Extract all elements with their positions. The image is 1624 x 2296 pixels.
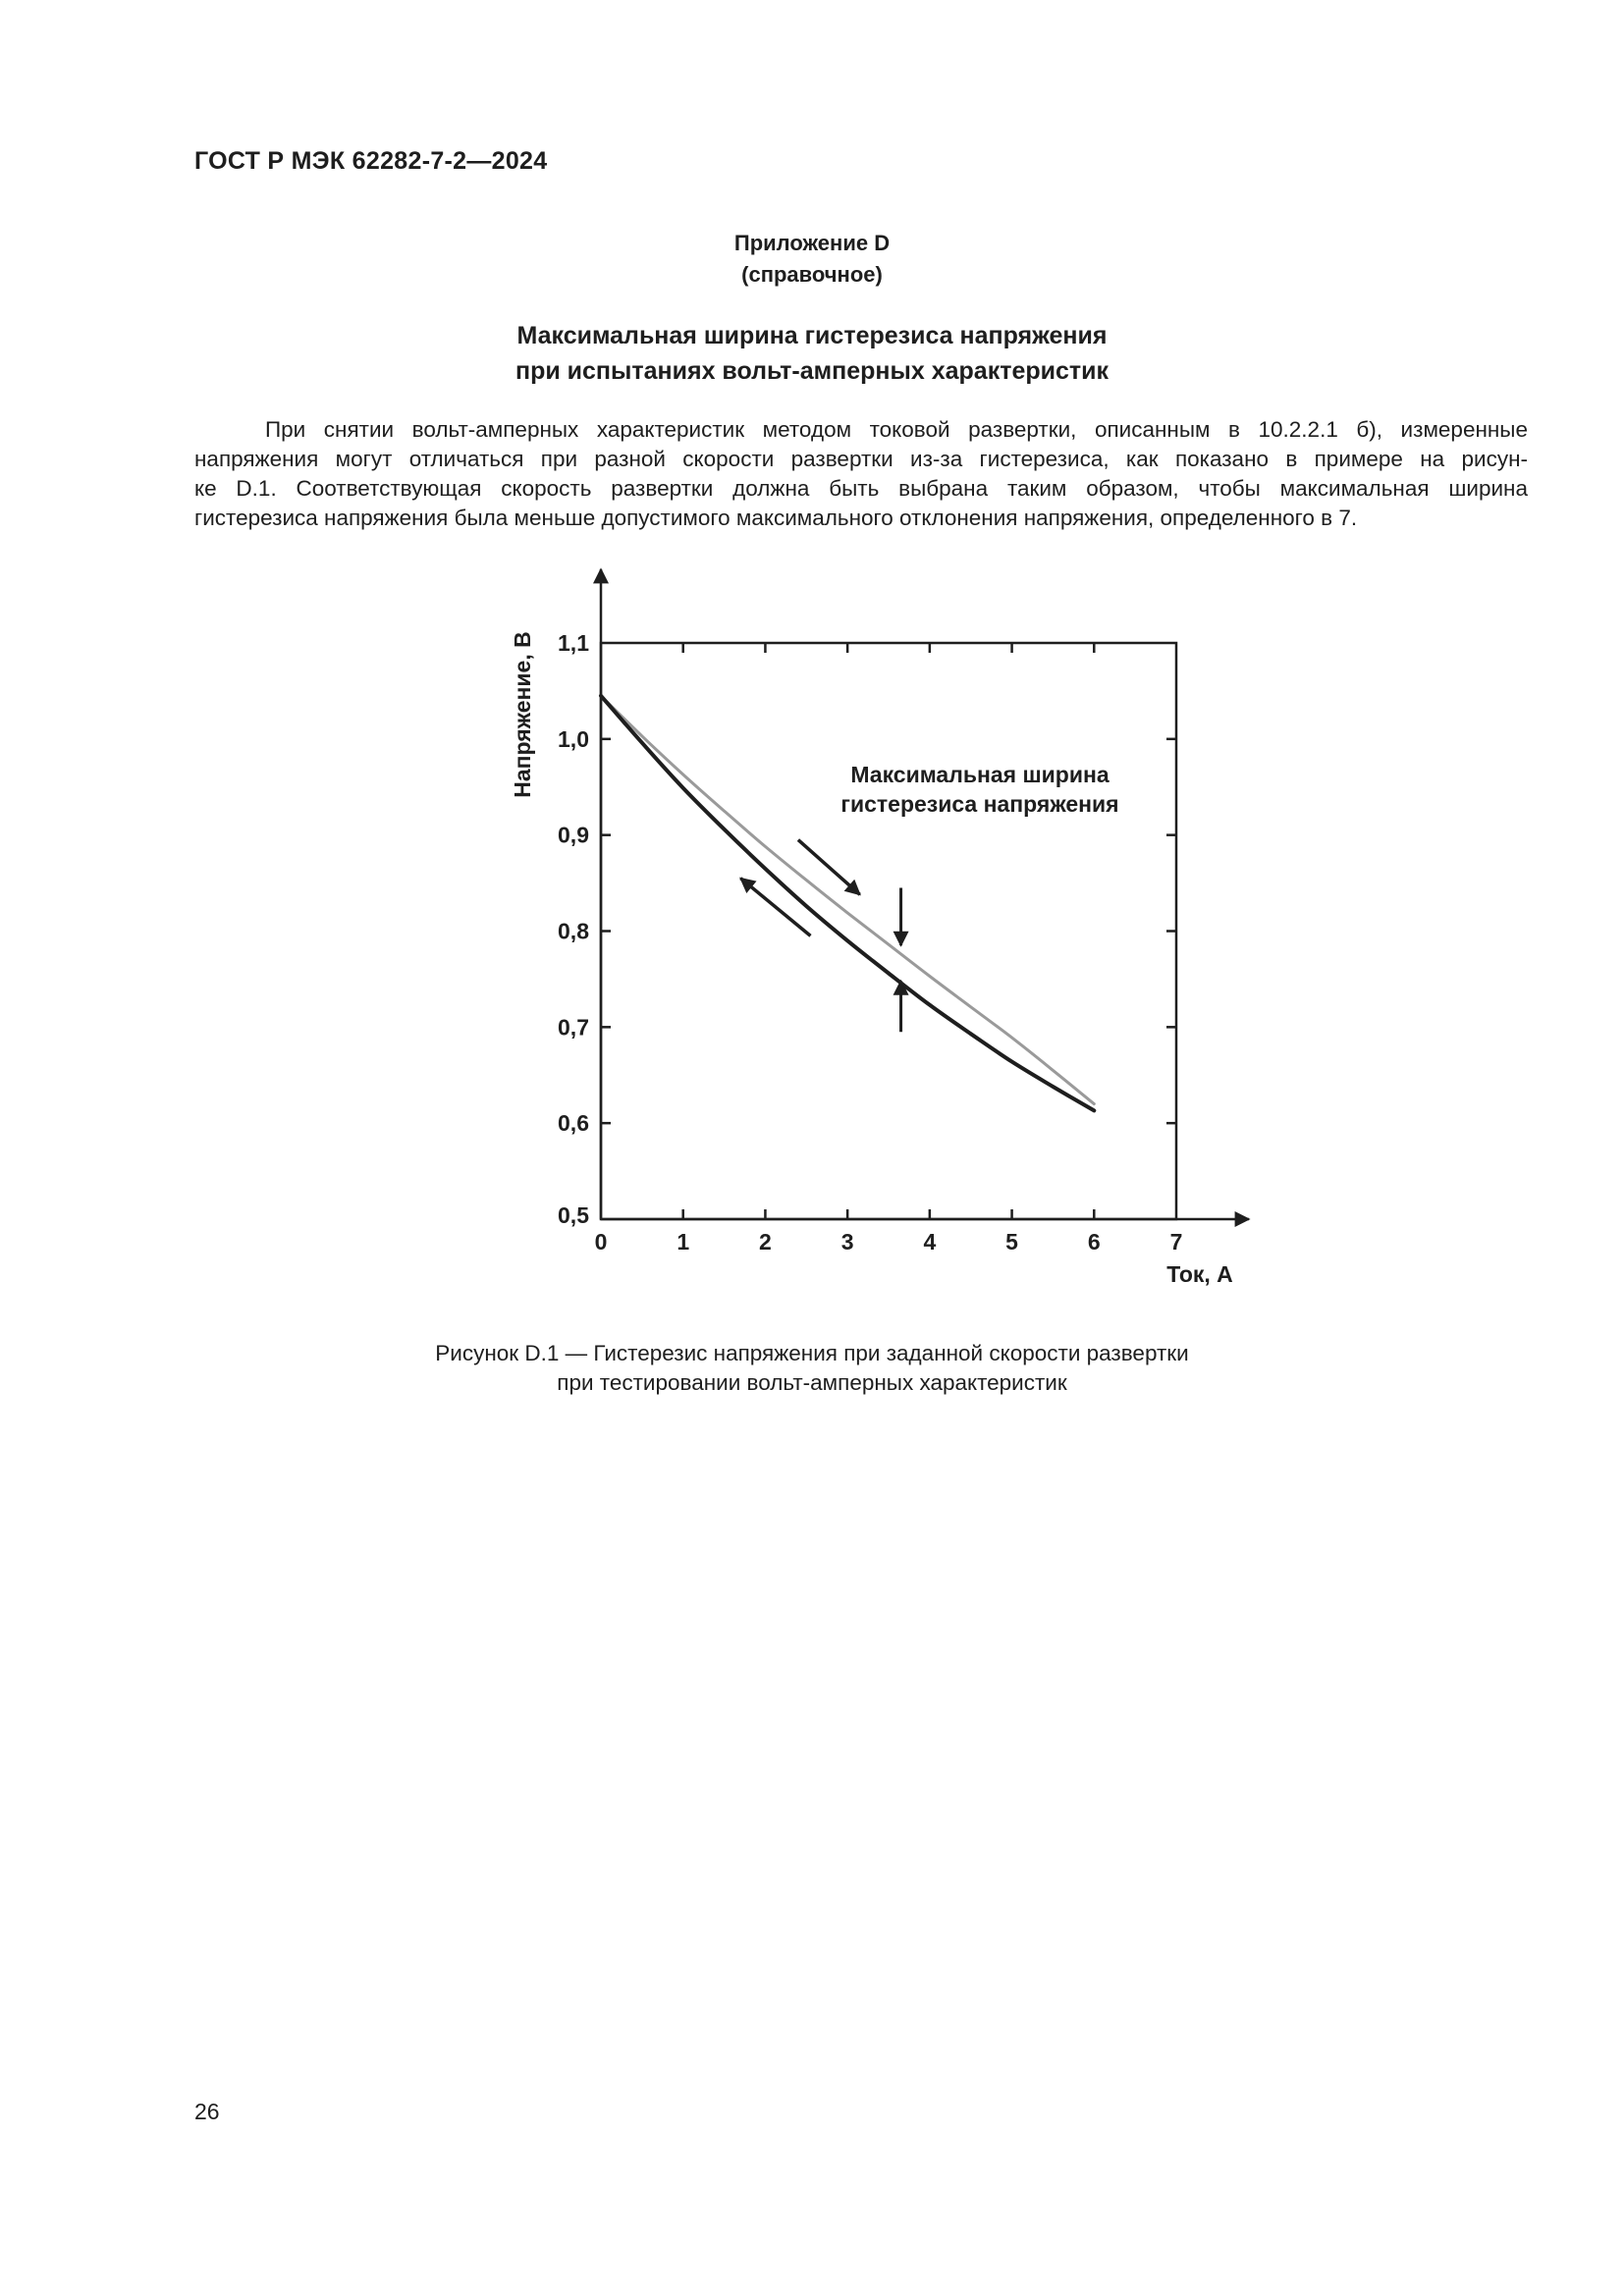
- x-tick-label: 7: [1169, 1229, 1183, 1255]
- section-title-line2: при испытаниях вольт-амперных характеристик: [514, 357, 1110, 385]
- document-header: ГОСТ Р МЭК 62282-7-2—2024: [194, 147, 548, 175]
- caption-line2: при тестировании вольт-амперных характеристик: [557, 1370, 1067, 1395]
- reverse-direction-arrow: [740, 879, 810, 936]
- x-tick-label: 3: [840, 1229, 854, 1255]
- figure-caption: [0, 1339, 1624, 1398]
- y-tick-label: 0,5: [558, 1202, 589, 1228]
- appendix-type: (справочное): [741, 262, 883, 287]
- x-tick-label: 2: [759, 1229, 772, 1255]
- x-axis-label: Ток, А: [1166, 1261, 1233, 1287]
- plot-frame: [601, 643, 1176, 1219]
- paragraph-line: При снятии вольт-амперных характеристик методом токовой развертки, описанным в 10.2.2.1 б), измеренные: [265, 417, 1528, 442]
- series-line-reverse: [601, 696, 1094, 1111]
- annotation-line2: гистерезиса напряжения: [840, 791, 1119, 817]
- x-tick-label: 0: [594, 1229, 608, 1255]
- paragraph-line: ке D.1. Соответствующая скорость развертки должна быть выбрана таким образом, чтобы максимальная ширина: [194, 476, 1528, 501]
- series-line-forward: [601, 696, 1094, 1104]
- x-tick-label: 4: [923, 1229, 937, 1255]
- y-tick-label: 1,1: [558, 630, 589, 656]
- appendix-title: Приложение D: [733, 231, 891, 255]
- x-tick-label: 1: [677, 1229, 690, 1255]
- caption-line1: Рисунок D.1 — Гистерезис напряжения при заданной скорости развертки: [435, 1341, 1189, 1365]
- paragraph-line: гистерезиса напряжения была меньше допустимого максимального отклонения напряжения, определенного в 7.: [194, 506, 1358, 530]
- y-tick-label: 1,0: [558, 725, 589, 752]
- y-tick-label: 0,7: [558, 1014, 589, 1041]
- y-axis-label: Напряжение, В: [510, 631, 535, 798]
- page-number: 26: [194, 2099, 220, 2124]
- x-tick-label: 6: [1087, 1229, 1101, 1255]
- y-tick-label: 0,6: [558, 1110, 589, 1137]
- forward-direction-arrow: [798, 840, 860, 895]
- annotation-line1: Максимальная ширина: [850, 762, 1110, 787]
- x-tick-label: 5: [1005, 1229, 1018, 1255]
- y-tick-label: 0,9: [558, 822, 589, 848]
- section-title-line1: Максимальная ширина гистерезиса напряжения: [516, 322, 1108, 349]
- y-tick-label: 0,8: [558, 918, 589, 944]
- paragraph-line: напряжения могут отличаться при разной скорости развертки из-за гистерезиса, как показано в примере на рисун-: [194, 447, 1528, 471]
